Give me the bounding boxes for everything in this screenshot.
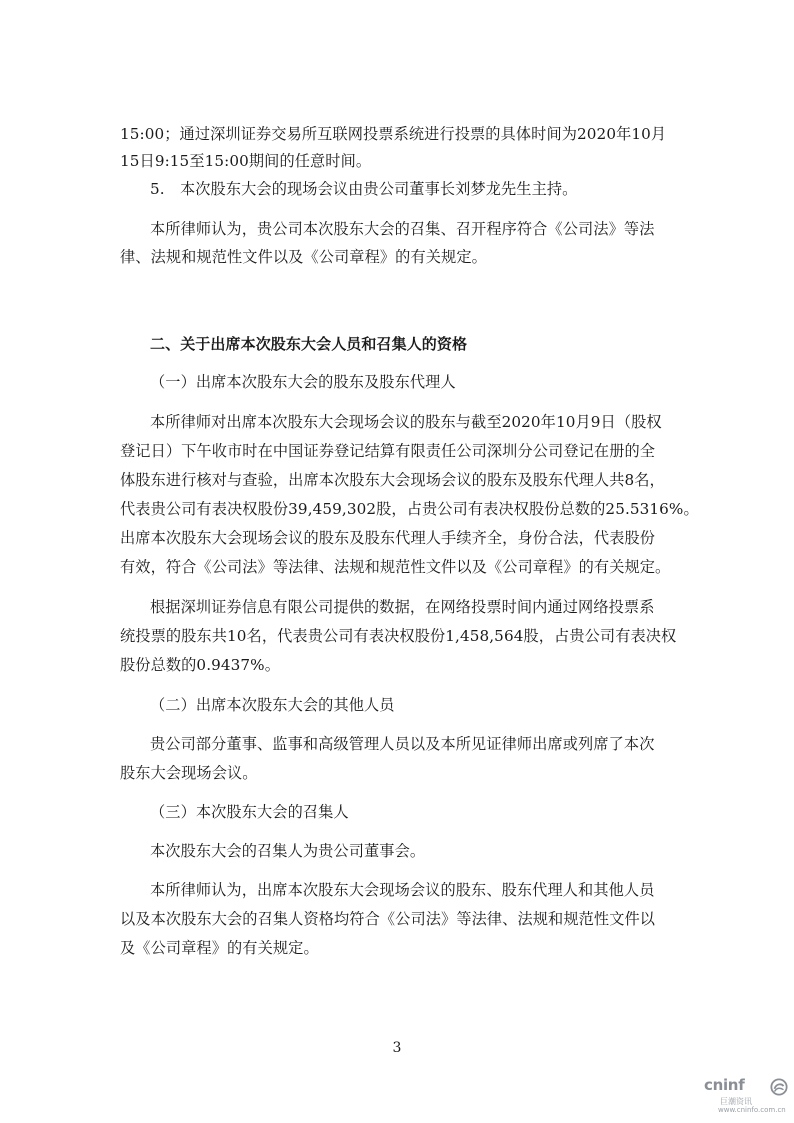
subsection-heading: （一）出席本次股东大会的股东及股东代理人	[150, 373, 456, 391]
body-line: 贵公司部分董事、监事和高级管理人员以及本所见证律师出席或列席了本次	[150, 735, 655, 753]
logo-subtitle: 巨潮资讯	[720, 1097, 752, 1106]
body-line: 及《公司章程》的有关规定。	[120, 939, 319, 957]
logo-brand-text: cninf	[704, 1076, 745, 1094]
body-line: 统投票的股东共10名，代表贵公司有表决权股份1,458,564股，占贵公司有表决权	[120, 627, 677, 645]
body-line: 登记日）下午收市时在中国证券登记结算有限责任公司深圳分公司登记在册的全	[120, 442, 656, 460]
body-line: 有效，符合《公司法》等法律、法规和规范性文件以及《公司章程》的有关规定。	[120, 558, 671, 576]
subsection-heading: （二）出席本次股东大会的其他人员	[150, 696, 395, 714]
body-line: 本所律师认为，贵公司本次股东大会的召集、召开程序符合《公司法》等法	[150, 220, 655, 238]
body-line: 体股东进行核对与查验，出席本次股东大会现场会议的股东及股东代理人共8名，	[120, 471, 665, 489]
body-line: 以及本次股东大会的召集人资格均符合《公司法》等法律、法规和规范性文件以	[120, 910, 656, 928]
cninfo-watermark-logo	[704, 1076, 790, 1118]
cninfo-swirl-icon	[770, 1078, 788, 1096]
logo-url: www.cninfo.com.cn	[718, 1106, 786, 1114]
body-line: 本所律师对出席本次股东大会现场会议的股东与截至2020年10月9日（股权	[150, 413, 662, 431]
body-line: 律、法规和规范性文件以及《公司章程》的有关规定。	[120, 248, 487, 266]
body-line: 股东大会现场会议。	[120, 764, 258, 782]
body-line: 本次股东大会的召集人为贵公司董事会。	[150, 842, 426, 860]
body-line: 5. 本次股东大会的现场会议由贵公司董事长刘梦龙先生主持。	[150, 180, 578, 198]
section-heading: 二、关于出席本次股东大会人员和召集人的资格	[150, 335, 468, 353]
body-line: 股份总数的0.9437%。	[120, 656, 280, 674]
body-line: 出席本次股东大会现场会议的股东及股东代理人手续齐全，身份合法，代表股份	[120, 529, 656, 547]
subsection-heading: （三）本次股东大会的召集人	[150, 803, 349, 821]
body-line: 根据深圳证券信息有限公司提供的数据，在网络投票时间内通过网络投票系	[150, 598, 655, 616]
page-number: 3	[392, 1040, 402, 1056]
body-line: 代表贵公司有表决权股份39,459,302股，占贵公司有表决权股份总数的25.5316%。	[120, 500, 699, 518]
body-line: 本所律师认为，出席本次股东大会现场会议的股东、股东代理人和其他人员	[150, 881, 655, 899]
body-line: 15日9:15至15:00期间的任意时间。	[120, 152, 372, 170]
body-line: 15:00；通过深圳证券交易所互联网投票系统进行投票的具体时间为2020年10月	[120, 125, 667, 143]
